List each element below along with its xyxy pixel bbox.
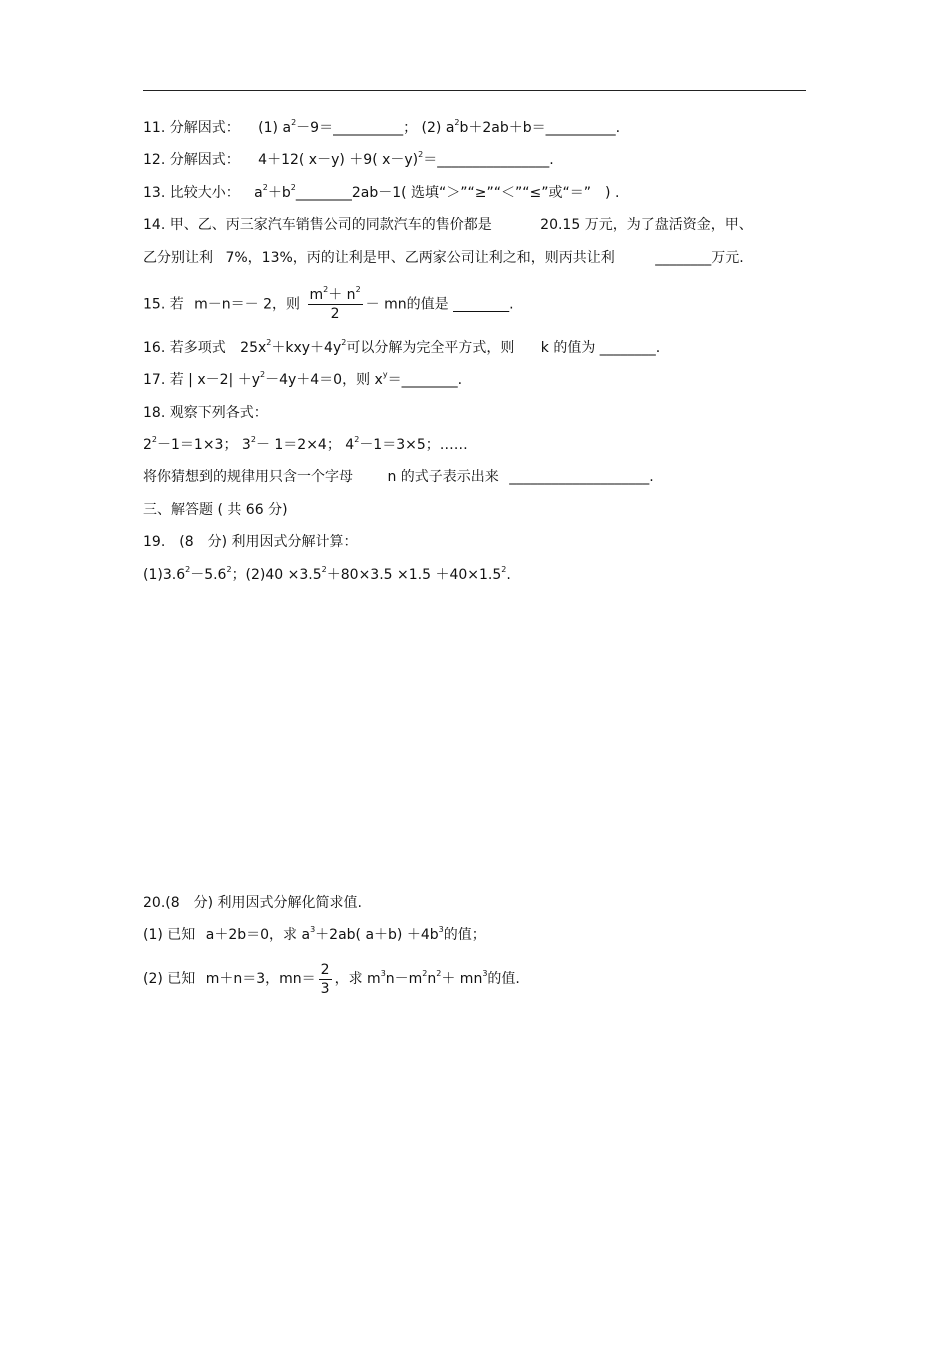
- part-label: (2): [421, 120, 442, 136]
- expr: ＋2ab( a＋b) ＋4b: [315, 927, 439, 943]
- exponent: 2: [321, 565, 327, 574]
- fraction-numerator: $m^2+ n^2$: [309, 285, 361, 303]
- question-text: n 的式子表示出来: [387, 469, 499, 485]
- exponent: 2: [422, 969, 428, 978]
- question-label: 分解因式：: [169, 120, 240, 136]
- question-13: [143, 183, 619, 203]
- question-text: ，求: [334, 971, 363, 987]
- expr: 若 | x－2| ＋y: [169, 372, 260, 388]
- question-text: 万元，为了盘活资金，甲、: [584, 217, 753, 233]
- exponent: 2: [226, 565, 232, 574]
- question-number: 18.: [143, 405, 166, 421]
- expr: －4y＋4＝0，则: [265, 372, 371, 388]
- exponent: 2: [355, 285, 361, 294]
- exponent: 3: [380, 969, 386, 978]
- part-label: (2) 已知: [143, 971, 196, 987]
- exponent: 2: [354, 435, 360, 444]
- exponent: 2: [259, 370, 266, 379]
- question-number: 15.: [143, 296, 166, 313]
- question-18-prompt: [143, 467, 654, 487]
- question-text: 若多项式: [169, 340, 226, 356]
- question-15: [143, 286, 514, 320]
- exponent: 2: [250, 435, 256, 444]
- expr: .: [506, 567, 511, 583]
- exponent: 2: [262, 183, 268, 192]
- expr: a＋2b＝0，求: [205, 927, 298, 943]
- question-18-examples: [143, 435, 468, 455]
- question-14-line-2: [143, 248, 744, 268]
- question-text: 的值；: [443, 927, 486, 943]
- question-20-part-2: [143, 960, 520, 998]
- exponent: 2: [151, 435, 158, 444]
- exponent: 2: [323, 285, 329, 294]
- expr: ________2ab－1( 选填“＞”“≥”“＜”“≤”或“＝” ) .: [295, 185, 620, 201]
- expr: n: [427, 971, 437, 987]
- question-number: 12.: [143, 152, 166, 168]
- exponent: 3: [482, 969, 488, 978]
- fraction: [308, 286, 363, 323]
- expr: ＋ mn: [441, 971, 483, 987]
- exponent: 2: [501, 565, 507, 574]
- question-label: 比较大小：: [169, 185, 240, 201]
- part-label: (1): [258, 120, 279, 136]
- expr: a: [254, 185, 263, 201]
- fraction-denominator: 3: [320, 980, 330, 997]
- question-text: 的值.: [487, 971, 520, 987]
- question-number: 11.: [143, 120, 166, 136]
- fraction-numerator: 2: [320, 961, 330, 978]
- exponent: 2: [436, 969, 442, 978]
- expr: x: [374, 372, 383, 388]
- expr: ＋80×3.5 ×1.5 ＋40×1.5: [326, 567, 502, 583]
- part-label: (1) 已知: [143, 927, 196, 943]
- question-14-line-1: [143, 215, 753, 235]
- question-text: 乙分别让利: [143, 250, 213, 266]
- question-label: 分解因式：: [169, 152, 240, 168]
- expr: － 1＝2×4；: [255, 437, 341, 453]
- expr: －1＝3×5；……: [359, 437, 468, 453]
- exponent: 2: [291, 118, 297, 127]
- expr: － mn的值是 ________.: [365, 296, 514, 313]
- expr: m＋n＝3，mn＝: [205, 971, 316, 987]
- expr: ；(2)40 ×3.5: [231, 567, 322, 583]
- expr: a: [282, 120, 292, 136]
- expr: 3: [241, 437, 251, 453]
- section-heading: 三、解答题 ( 共 66 分): [143, 502, 288, 518]
- question-20-title: 20.(8 分) 利用因式分解化简求值.: [143, 895, 362, 911]
- exponent: 2: [266, 338, 272, 347]
- expr: b＋2ab＋b＝__________.: [459, 120, 621, 136]
- price-value: 20.15: [540, 217, 581, 233]
- question-11: [143, 118, 620, 138]
- expr: ＝________.: [387, 372, 463, 388]
- expr: 2: [143, 437, 152, 453]
- question-number: 16.: [143, 340, 166, 356]
- expr: －9＝__________；: [296, 120, 418, 136]
- exponent: y: [382, 370, 388, 379]
- expr: m: [367, 971, 381, 987]
- exponent: 2: [418, 150, 424, 159]
- expr: m－n＝－ 2，则: [194, 296, 301, 313]
- expr: ＝________________.: [423, 152, 554, 168]
- answer-blank: ________万元.: [655, 250, 744, 266]
- expr: (1)3.6: [143, 567, 186, 583]
- question-text: 若: [169, 296, 184, 313]
- question-19-title: 19. (8 分) 利用因式分解计算：: [143, 534, 358, 550]
- header-rule: [143, 90, 806, 91]
- question-number: 13.: [143, 185, 166, 201]
- expr: a: [301, 927, 311, 943]
- question-20-part-1: [143, 925, 486, 945]
- question-18-title: [143, 403, 268, 423]
- question-text: 观察下列各式：: [169, 405, 268, 421]
- question-text: 将你猜想到的规律用只含一个字母: [143, 469, 353, 485]
- exponent: 2: [454, 118, 460, 127]
- question-12: [143, 150, 554, 170]
- fraction-denominator: 2: [330, 306, 340, 322]
- exponent: 2: [341, 338, 347, 347]
- question-16: [143, 338, 660, 358]
- fraction: [319, 961, 332, 998]
- expr: a: [445, 120, 455, 136]
- expr: ＋kxy＋4y: [271, 340, 342, 356]
- expr: 25x: [240, 340, 267, 356]
- exponent: 2: [290, 183, 296, 192]
- question-text: k 的值为 ________.: [540, 340, 661, 356]
- question-19-expr: [143, 565, 511, 585]
- exponent: 2: [185, 565, 191, 574]
- question-text: 可以分解为完全平方式，则: [346, 340, 515, 356]
- question-number: 14.: [143, 217, 166, 233]
- expr: 4＋12( x－y) ＋9( x－y): [258, 152, 419, 168]
- exponent: 3: [310, 925, 316, 934]
- expr: －5.6: [190, 567, 227, 583]
- question-number: 17.: [143, 372, 166, 388]
- answer-blank: ____________________.: [509, 469, 654, 485]
- expr: n－m: [385, 971, 423, 987]
- question-text: 甲、乙、丙三家汽车销售公司的同款汽车的售价都是: [169, 217, 492, 233]
- exponent: 3: [438, 925, 444, 934]
- expr: －1＝1×3；: [157, 437, 238, 453]
- expr: 4: [345, 437, 355, 453]
- question-text: 7%，13%，丙的让利是甲、乙两家公司让利之和，则丙共让利: [225, 250, 615, 266]
- question-17: [143, 370, 462, 390]
- expr: ＋b: [267, 185, 291, 201]
